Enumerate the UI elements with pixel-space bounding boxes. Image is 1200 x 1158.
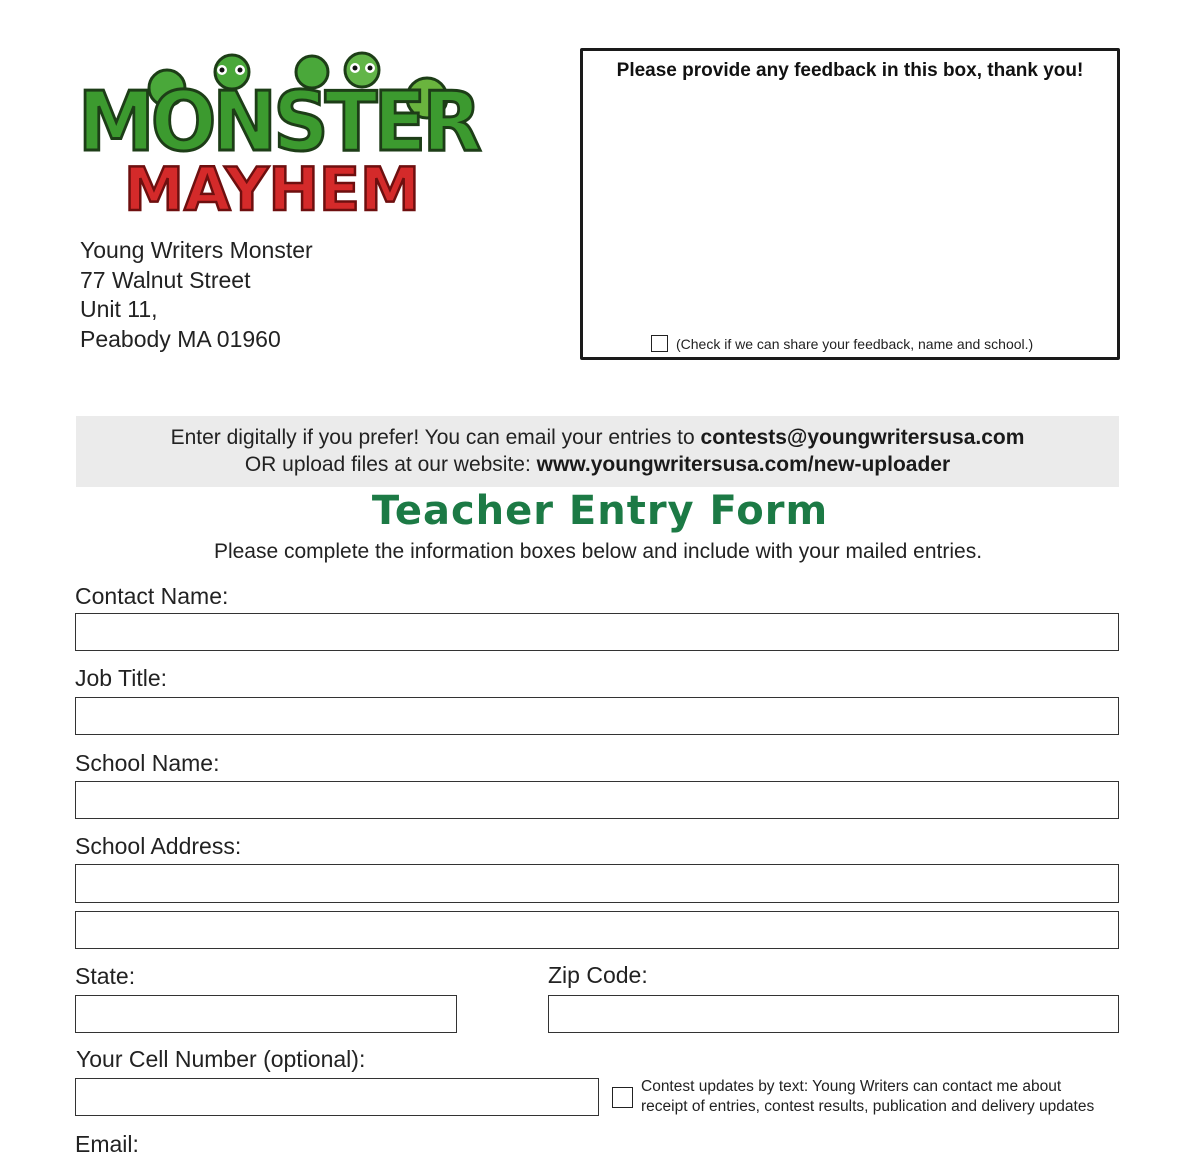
cell-number-label: Your Cell Number (optional):	[76, 1046, 366, 1072]
contact-name-label: Contact Name:	[75, 583, 229, 609]
school-name-field[interactable]	[75, 781, 1119, 819]
school-address-line1-field[interactable]	[75, 864, 1119, 903]
share-feedback-checkbox[interactable]	[651, 335, 668, 352]
job-title-field[interactable]	[75, 697, 1119, 735]
address-line: Peabody MA 01960	[80, 325, 281, 352]
sms-consent-checkbox[interactable]	[612, 1087, 633, 1108]
school-address-line2-field[interactable]	[75, 911, 1119, 949]
banner-website-intro: OR upload files at our website:	[244, 453, 537, 476]
school-name-label: School Name:	[75, 750, 220, 776]
job-title-label: Job Title:	[75, 665, 168, 691]
feedback-title: Please provide any feedback in this box, thank you!	[616, 60, 1084, 81]
digital-entry-banner	[76, 416, 1119, 487]
page-title: Teacher Entry Form	[371, 488, 829, 534]
banner-email-intro: Enter digitally if you prefer! You can email your entries to	[170, 426, 701, 449]
contest-email-link[interactable]: contests@youngwritersusa.com	[700, 426, 1025, 449]
zip-code-field[interactable]	[548, 995, 1119, 1033]
feedback-box[interactable]	[580, 48, 1120, 360]
state-field[interactable]	[75, 995, 457, 1033]
mailing-address	[80, 236, 313, 354]
logo-mayhem-text: MAYHEM	[124, 155, 421, 225]
address-line: Young Writers Monster	[80, 237, 313, 263]
form-instructions: Please complete the information boxes below and include with your mailed entries.	[213, 540, 983, 563]
school-address-label: School Address:	[75, 833, 242, 859]
sms-consent-text	[641, 1077, 1094, 1117]
state-label: State:	[75, 963, 136, 989]
monster-mayhem-logo	[72, 50, 492, 225]
sms-consent-line: receipt of entries, contest results, publication and delivery updates	[641, 1098, 1095, 1115]
email-label: Email:	[75, 1131, 139, 1157]
zip-code-label: Zip Code:	[548, 962, 648, 988]
uploader-website-link[interactable]: www.youngwritersusa.com/new-uploader	[536, 453, 951, 476]
address-line: Unit 11,	[80, 296, 158, 322]
contact-name-field[interactable]	[75, 613, 1119, 651]
cell-number-field[interactable]	[75, 1078, 599, 1116]
logo-monster-text: MONSTER	[78, 75, 481, 170]
share-feedback-label: (Check if we can share your feedback, name and school.)	[676, 335, 1034, 352]
sms-consent-line: Contest updates by text: Young Writers can contact me about	[641, 1078, 1062, 1095]
share-consent-row	[651, 335, 1033, 352]
address-line: 77 Walnut Street	[80, 266, 251, 293]
